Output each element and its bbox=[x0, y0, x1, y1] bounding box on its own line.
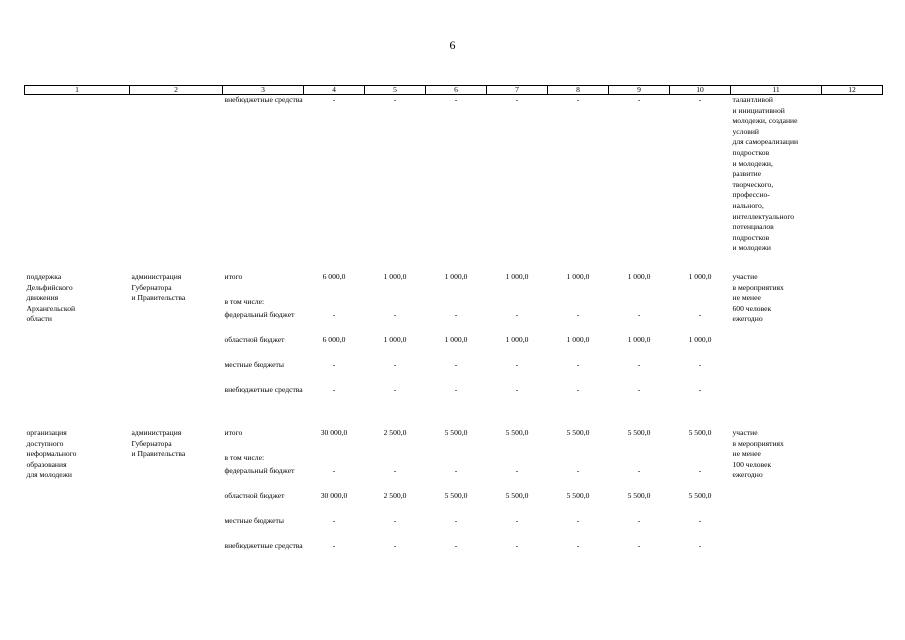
value-cell: - bbox=[576, 359, 580, 369]
value-cell: - bbox=[698, 384, 702, 394]
spacer-row bbox=[25, 410, 883, 428]
value-cell: 5 500,0 bbox=[627, 490, 651, 500]
value-cell: - bbox=[332, 540, 336, 550]
source-cell: внебюджетные средства bbox=[224, 95, 303, 104]
value-cell: - bbox=[698, 515, 702, 525]
source-cell: местные бюджеты bbox=[224, 359, 284, 369]
table-header-row bbox=[25, 86, 883, 95]
value-cell: - bbox=[393, 95, 397, 104]
column-header: 12 bbox=[822, 86, 883, 95]
value-cell: - bbox=[515, 359, 519, 369]
value-cell: 1 000,0 bbox=[627, 271, 651, 281]
value-cell: 1 000,0 bbox=[444, 271, 468, 281]
value-cell: - bbox=[393, 465, 397, 475]
source-cell: в том числе: bbox=[224, 452, 265, 462]
value-cell: - bbox=[576, 95, 580, 104]
value-cell: - bbox=[454, 95, 458, 104]
value-cell: 1 000,0 bbox=[505, 334, 529, 344]
value-cell: 1 000,0 bbox=[688, 271, 712, 281]
source-cell: местные бюджеты bbox=[224, 515, 284, 525]
value-cell: 1 000,0 bbox=[688, 334, 712, 344]
source-cell: областной бюджет bbox=[224, 490, 285, 500]
value-cell: - bbox=[454, 359, 458, 369]
value-cell: - bbox=[637, 384, 641, 394]
value-cell: - bbox=[515, 540, 519, 550]
column-header: 5 bbox=[365, 86, 426, 95]
value-cell: 5 500,0 bbox=[505, 490, 529, 500]
source-cell: внебюджетные средства bbox=[224, 540, 303, 550]
value-cell: - bbox=[332, 515, 336, 525]
value-cell: - bbox=[515, 384, 519, 394]
value-cell: - bbox=[454, 384, 458, 394]
activity-cell: поддержка Дельфийского движения Архангельской области bbox=[26, 271, 76, 324]
result-cell: участие в мероприятиях не менее 600 человек ежегодно bbox=[732, 271, 784, 324]
value-cell: - bbox=[332, 465, 336, 475]
source-cell: областной бюджет bbox=[224, 334, 285, 344]
value-cell: 1 000,0 bbox=[566, 334, 590, 344]
source-cell: федеральный бюджет bbox=[224, 309, 295, 319]
table-body bbox=[25, 95, 883, 566]
value-cell: 30 000,0 bbox=[320, 490, 348, 500]
value-cell: 5 500,0 bbox=[566, 490, 590, 500]
value-cell bbox=[609, 297, 670, 310]
value-cell: 1 000,0 bbox=[383, 334, 407, 344]
value-cell: 2 500,0 bbox=[383, 427, 407, 437]
value-cell bbox=[426, 297, 487, 310]
value-cell bbox=[609, 453, 670, 466]
activity-cell bbox=[25, 95, 130, 254]
activity-cell: организация доступного неформального образования для молодежи bbox=[26, 427, 77, 480]
value-cell: - bbox=[698, 540, 702, 550]
column-header: 10 bbox=[670, 86, 731, 95]
column-header: 3 bbox=[223, 86, 304, 95]
value-cell: 1 000,0 bbox=[566, 271, 590, 281]
table-row bbox=[25, 428, 883, 453]
value-cell bbox=[548, 453, 609, 466]
value-cell: - bbox=[637, 359, 641, 369]
column-header: 1 bbox=[25, 86, 130, 95]
note-cell bbox=[822, 272, 883, 410]
value-cell: - bbox=[515, 95, 519, 104]
value-cell: - bbox=[332, 309, 336, 319]
value-cell bbox=[365, 453, 426, 466]
value-cell: - bbox=[393, 384, 397, 394]
value-cell: - bbox=[393, 359, 397, 369]
program-table bbox=[24, 85, 883, 566]
column-header: 9 bbox=[609, 86, 670, 95]
value-cell: - bbox=[637, 515, 641, 525]
value-cell: - bbox=[637, 309, 641, 319]
source-cell: федеральный бюджет bbox=[224, 465, 295, 475]
value-cell: 5 500,0 bbox=[627, 427, 651, 437]
result-cell: участие в мероприятиях не менее 100 человек ежегодно bbox=[732, 427, 784, 480]
value-cell: - bbox=[698, 309, 702, 319]
value-cell: - bbox=[454, 540, 458, 550]
value-cell: - bbox=[515, 515, 519, 525]
value-cell: - bbox=[332, 384, 336, 394]
source-cell: внебюджетные средства bbox=[224, 384, 303, 394]
value-cell: - bbox=[393, 540, 397, 550]
note-cell bbox=[822, 428, 883, 566]
column-header: 11 bbox=[731, 86, 822, 95]
table-row bbox=[25, 272, 883, 297]
value-cell: - bbox=[576, 384, 580, 394]
value-cell: - bbox=[698, 465, 702, 475]
spacer-cell bbox=[25, 410, 883, 428]
value-cell bbox=[670, 453, 731, 466]
value-cell: - bbox=[576, 540, 580, 550]
value-cell: - bbox=[393, 515, 397, 525]
executor-cell: администрация Губернатора и Правительства bbox=[131, 271, 186, 303]
value-cell: - bbox=[637, 465, 641, 475]
executor-cell bbox=[130, 95, 223, 254]
column-header: 4 bbox=[304, 86, 365, 95]
value-cell: - bbox=[576, 309, 580, 319]
value-cell: - bbox=[454, 515, 458, 525]
source-cell: итого bbox=[224, 271, 243, 281]
value-cell: - bbox=[393, 309, 397, 319]
value-cell bbox=[670, 297, 731, 310]
table-row bbox=[25, 95, 883, 254]
value-cell: 6 000,0 bbox=[322, 271, 346, 281]
value-cell bbox=[304, 297, 365, 310]
value-cell: 1 000,0 bbox=[627, 334, 651, 344]
note-cell bbox=[822, 95, 883, 254]
executor-cell: администрация Губернатора и Правительства bbox=[131, 427, 186, 459]
column-header: 6 bbox=[426, 86, 487, 95]
spacer-row bbox=[25, 254, 883, 272]
value-cell bbox=[426, 453, 487, 466]
column-header: 8 bbox=[548, 86, 609, 95]
value-cell: 5 500,0 bbox=[444, 427, 468, 437]
value-cell: - bbox=[515, 309, 519, 319]
value-cell: 1 000,0 bbox=[383, 271, 407, 281]
value-cell bbox=[304, 453, 365, 466]
value-cell: - bbox=[332, 95, 336, 104]
value-cell: 5 500,0 bbox=[444, 490, 468, 500]
value-cell: 2 500,0 bbox=[383, 490, 407, 500]
spacer-cell bbox=[25, 254, 883, 272]
value-cell: - bbox=[637, 95, 641, 104]
value-cell: 30 000,0 bbox=[320, 427, 348, 437]
column-header: 2 bbox=[130, 86, 223, 95]
value-cell: 6 000,0 bbox=[322, 334, 346, 344]
value-cell: - bbox=[576, 465, 580, 475]
value-cell bbox=[487, 453, 548, 466]
value-cell bbox=[548, 297, 609, 310]
value-cell: 1 000,0 bbox=[444, 334, 468, 344]
value-cell: 5 500,0 bbox=[688, 490, 712, 500]
value-cell: - bbox=[637, 540, 641, 550]
value-cell: - bbox=[515, 465, 519, 475]
value-cell bbox=[487, 297, 548, 310]
column-header: 7 bbox=[487, 86, 548, 95]
value-cell: - bbox=[454, 309, 458, 319]
value-cell: - bbox=[698, 95, 702, 104]
value-cell: 1 000,0 bbox=[505, 271, 529, 281]
value-cell: - bbox=[332, 359, 336, 369]
value-cell: - bbox=[454, 465, 458, 475]
value-cell: - bbox=[576, 515, 580, 525]
page-number: 6 bbox=[449, 38, 456, 52]
result-cell: талантливой и инициативной молодежи, создание условий для самореализации подростков и молодежи, развитие творческого, профессио- нального, интеллектуального потенциалов подростков и молодежи bbox=[732, 95, 799, 253]
value-cell: 5 500,0 bbox=[505, 427, 529, 437]
value-cell: - bbox=[698, 359, 702, 369]
value-cell bbox=[365, 297, 426, 310]
source-cell: в том числе: bbox=[224, 296, 265, 306]
source-cell: итого bbox=[224, 427, 243, 437]
value-cell: 5 500,0 bbox=[566, 427, 590, 437]
value-cell: 5 500,0 bbox=[688, 427, 712, 437]
